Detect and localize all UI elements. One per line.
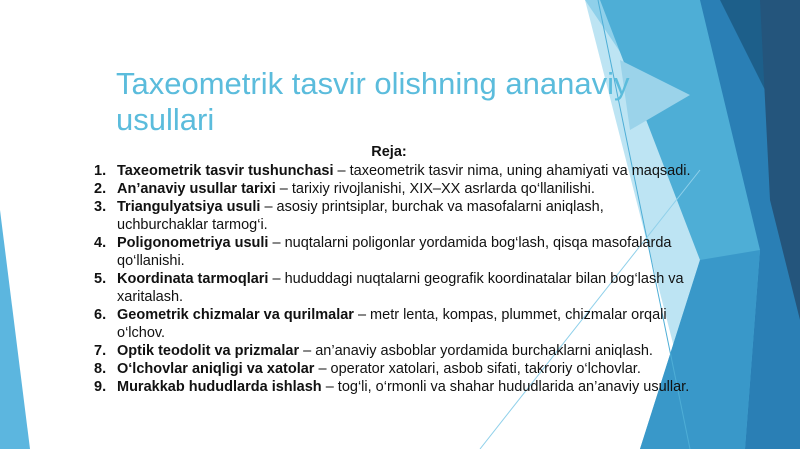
item-term: Triangulyatsiya usuli xyxy=(117,199,261,215)
plan-item xyxy=(94,360,694,378)
item-description: – metr lenta, kompas, plummet, chizmalar orqali o‘lchov. xyxy=(117,307,667,341)
item-number: 8. xyxy=(94,361,107,377)
item-number: 1. xyxy=(94,163,107,179)
item-description: – operator xatolari, asbob sifati, takroriy o‘lchovlar. xyxy=(314,361,641,377)
item-number: 2. xyxy=(94,181,107,197)
plan-item xyxy=(94,270,694,306)
plan-item xyxy=(94,342,694,360)
plan-list xyxy=(94,162,694,396)
item-description: – tarixiy rivojlanishi, XIX–XX asrlarda qo‘llanilishi. xyxy=(275,181,595,197)
item-description: – an’anaviy asboblar yordamida burchaklarni aniqlash. xyxy=(299,343,653,359)
plan-item xyxy=(94,234,694,270)
item-description: – asosiy printsiplar, burchak va masofalarni aniqlash, uchburchaklar tarmog‘i. xyxy=(117,199,604,233)
item-number: 4. xyxy=(94,235,107,251)
item-term: Poligonometriya usuli xyxy=(117,235,269,251)
facet-left-strip xyxy=(0,210,30,449)
item-description: – nuqtalarni poligonlar yordamida bog‘lash, qisqa masofalarda qo‘llanishi. xyxy=(117,235,672,269)
plan-item xyxy=(94,162,694,180)
item-number: 3. xyxy=(94,199,107,215)
item-number: 6. xyxy=(94,307,107,323)
item-description: – tog‘li, o‘rmonli va shahar hududlarida an’anaviy usullar. xyxy=(321,379,690,395)
item-term: An’anaviy usullar tarixi xyxy=(117,181,276,197)
plan-section xyxy=(94,143,694,396)
plan-item xyxy=(94,198,694,234)
item-number: 7. xyxy=(94,343,107,359)
plan-item xyxy=(94,378,694,396)
item-term: Koordinata tarmoqlari xyxy=(117,271,269,287)
item-term: Murakkab hududlarda ishlash xyxy=(117,379,322,395)
item-number: 5. xyxy=(94,271,107,287)
item-description: – hududdagi nuqtalarni geografik koordinatalar bilan bog‘lash va xaritalash. xyxy=(117,271,684,305)
item-description: – taxeometrik tasvir nima, uning ahamiyati va maqsadi. xyxy=(333,163,691,179)
item-term: Geometrik chizmalar va qurilmalar xyxy=(117,307,354,323)
item-term: Taxeometrik tasvir tushunchasi xyxy=(117,163,334,179)
item-number: 9. xyxy=(94,379,107,395)
plan-heading: Reja: xyxy=(371,144,407,160)
item-term: O‘lchovlar aniqligi va xatolar xyxy=(117,361,315,377)
plan-item xyxy=(94,306,694,342)
plan-item xyxy=(94,180,694,198)
item-term: Optik teodolit va prizmalar xyxy=(117,343,300,359)
slide-title: Taxeometrik tasvir olishning ananaviy usullari xyxy=(116,66,630,137)
